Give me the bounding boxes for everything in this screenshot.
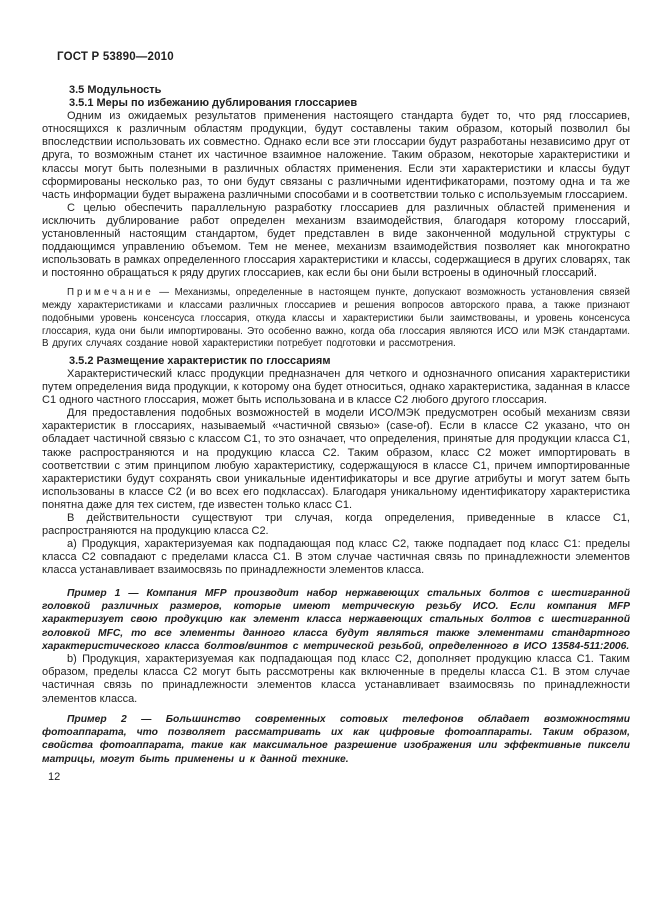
paragraph-three-cases: В действительности существуют три случая, когда определения, приведенные в классе С1, распространяются на продукцию класса С2. — [42, 512, 630, 538]
list-item-a: а) Продукция, характеризуемая как подпадающая под класс С2, также подпадает под класс С1: пределы класса С2 совпадают с пределами класса С1. В этом случае частичная связь по принадлежности элементов класса устанавливает взаимосвязь по принадлежности элементов класса. — [42, 538, 630, 577]
note-label: Примечание — [67, 287, 154, 299]
note-text: — Механизмы, определенные в настоящем пункте, допускают возможность установления связей между характеристиками и классами различных глоссариев и решения вопросов авторского права, а также признают подобными уровень консенсуса глоссария, откуда классы и характеристики были заимствованы, и уровень консенсуса глоссария, куда они были импортированы. Это особенно важно, когда оба глоссария являются ИСО или МЭК стандартами. В других случаях создание новой характеристики потребует подготовки и рассмотрения. — [42, 287, 630, 350]
note-block — [42, 287, 630, 351]
document-header: ГОСТ Р 53890—2010 — [57, 51, 174, 63]
page-number: 12 — [48, 770, 61, 783]
paragraph-parallel-development: С целью обеспечить параллельную разработку глоссариев для различных областей применения и исключить дублирование работ определен механизм взаимодействия, благодаря которому глоссарий, установленный настоящим стандартом, будет представлен в виде законченной модульной структуры с поддающимся управлению объемом. Тем не менее, механизм взаимодействия позволяет как многократно использовать в рамках определенного глоссария характеристики и классы, содержащиеся в других словарях, так и постоянно обращаться к ряду других глоссариев, как если бы они были встроены в одиночный глоссарий. — [42, 201, 630, 280]
section-3-5-1-heading: 3.5.1 Меры по избежанию дублирования глоссариев — [69, 97, 358, 110]
paragraph-case-of-mechanism: Для предоставления подобных возможностей в модели ИСО/МЭК предусмотрен особый механизм связи характеристик в глоссариях, называемый «частичной связью» (case-of). Если в классе С2 указано, что он обладает частичной связью с классом С1, то это означает, что определения, принятые для продукции класса С1, также распространяются и на продукцию класса С2. Таким образом, класс С2 может импортировать в соответствии с этим принципом любую характеристику, содержащуюся в классе С1, причем импортированные характеристики будут сохранять свои уникальные идентификаторы и все другие атрибуты и могут затем быть использованы в классе С2 (и во всех его подклассах). Благодаря уникальному идентификатору характеристика понятна даже для тех систем, где известен только класс С1. — [42, 407, 630, 511]
example-2: Пример 2 — Большинство современных сотовых телефонов обладает возможностями фотоаппарата, что позволяет рассматривать их как цифровые фотоаппараты. Таким образом, свойства фотоаппарата, такие как максимальное разрешение изображения или эффективные пиксели матрицы, могут быть применены и к данной технике. — [42, 713, 630, 765]
section-3-5-2-heading: 3.5.2 Размещение характеристик по глоссариям — [69, 354, 331, 367]
paragraph-characteristic-class: Характеристический класс продукции предназначен для четкого и однозначного описания характеристики путем определения вида продукции, к которому она будет относиться, однако характеристика, заданная в классе С1 одного частного глоссария, может быть использована и в классе С2 любого другого глоссария. — [42, 368, 630, 407]
example-1: Пример 1 — Компания MFP производит набор нержавеющих стальных болтов с шестигранной головкой различных размеров, которые имеют метрическую резьбу ИСО. Если компания MFP характеризует свою продукцию как элемент класса нержавеющих стальных болтов с шестигранной головкой MFC, то все элементы данного класса будут являться также элементами стандартного характеристического класса болтов/винтов с метрической резьбой, определенного в ИСО 13584-511:2006. — [42, 587, 630, 652]
list-item-b: b) Продукция, характеризуемая как подпадающая под класс С2, дополняет продукцию класса С1. Таким образом, пределы класса С2 могут быть рассмотрены как включенные в пределы класса С1. В этом случае частичная связь по принадлежности элементов класса устанавливает взаимосвязь по принадлежности элементов класса. — [42, 653, 630, 705]
section-3-5-heading: 3.5 Модульность — [69, 84, 162, 96]
paragraph-glossary-results: Одним из ожидаемых результатов применения настоящего стандарта будет то, что ряд глоссариев, относящихся к различным областям продукции, будут составлены таким образом, который позволил бы впоследствии использовать их совместно. Однако если все эти глоссарии будут разработаны независимо друг от друга, то возможным станет их частичное взаимное наложение. Таким образом, некоторые характеристики и классы могут быть полезными в различных областях применения. Если эти характеристики и классы будут сформированы несколько раз, то они будут связаны с различными идентификаторами, поэтому одна и та же часть информации будет выражена различными способами и в соответствии только с используемым глоссарием. — [42, 110, 630, 201]
